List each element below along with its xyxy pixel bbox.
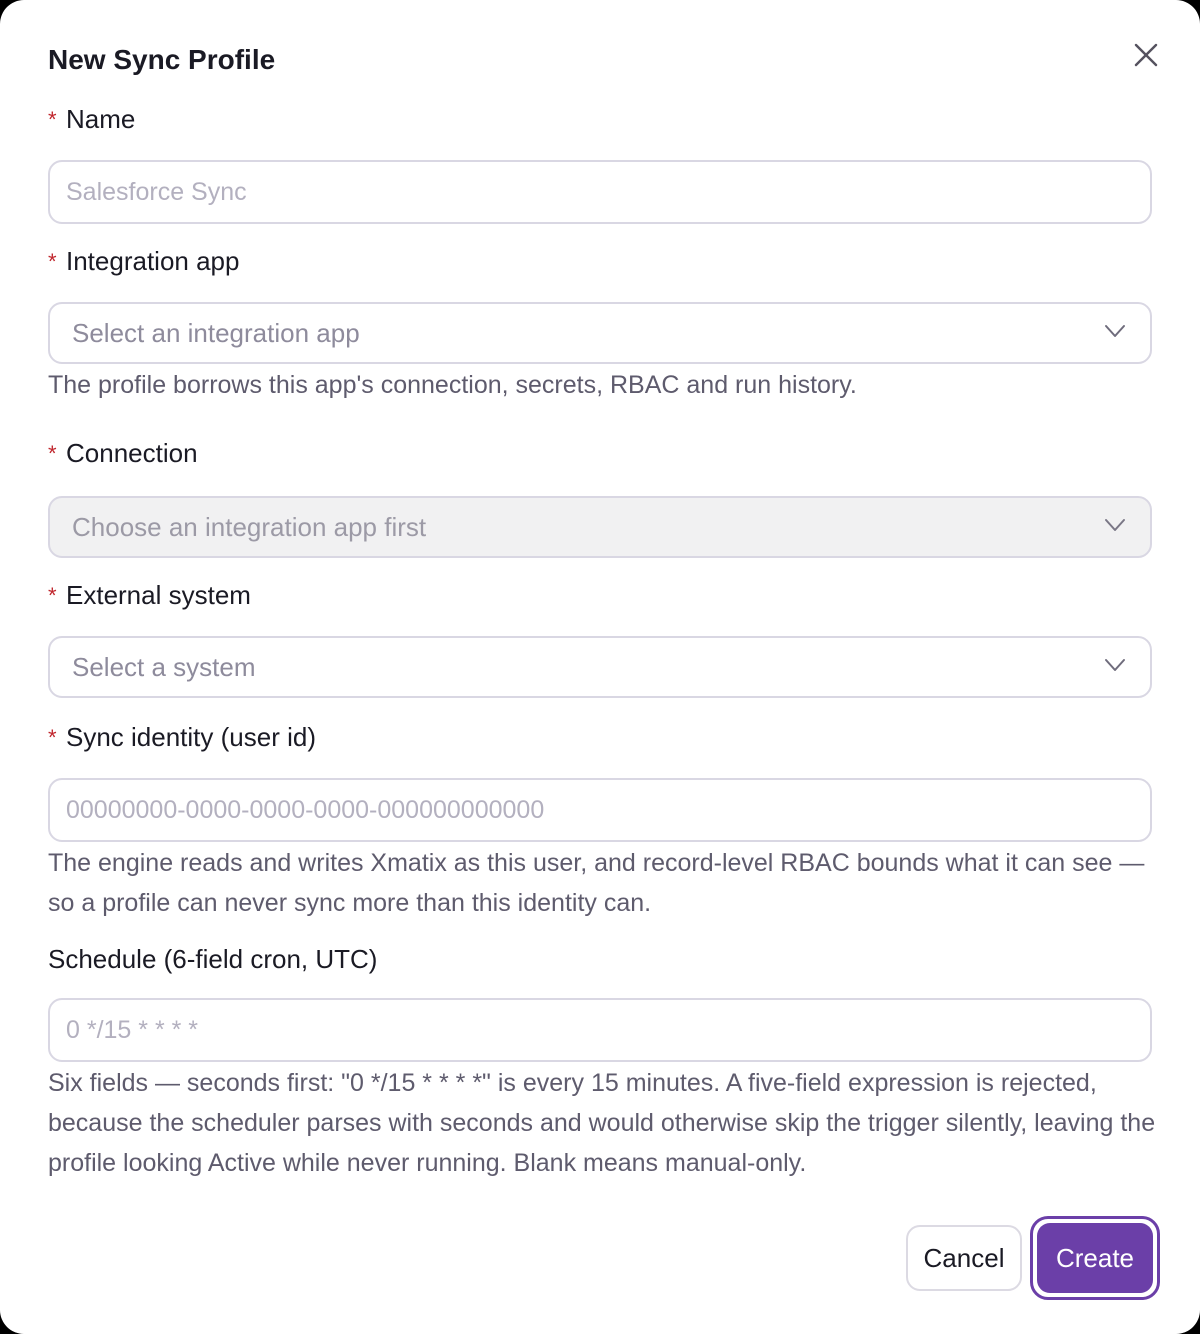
schedule-help: Six fields — seconds first: "0 */15 * * * *" is every 15 minutes. A five-field expression is rejected, because the scheduler parses with seconds and would otherwise skip the trigger silently, leaving the profile looking Active while never running. Blank means manual-only. xyxy=(48,1069,1156,1177)
close-icon xyxy=(1128,38,1164,74)
schedule-label xyxy=(48,943,377,975)
schedule-label-text: Schedule (6-field cron, UTC) xyxy=(48,944,378,974)
name-label-text: Name xyxy=(66,104,136,134)
create-button[interactable]: Create xyxy=(1037,1223,1153,1293)
schedule-input[interactable] xyxy=(48,998,1152,1062)
sync-identity-label-text: Sync identity (user id) xyxy=(66,722,316,752)
external-system-label-text: External system xyxy=(66,580,251,610)
required-mark: * xyxy=(48,725,57,750)
name-input[interactable] xyxy=(48,160,1152,224)
integration-app-select[interactable] xyxy=(48,302,1152,364)
external-system-selected-value: Select a system xyxy=(72,652,256,682)
dialog-title: New Sync Profile xyxy=(48,44,276,75)
sync-identity-label xyxy=(48,721,316,754)
integration-app-help: The profile borrows this app's connection, secrets, RBAC and run history. xyxy=(48,371,857,399)
close-button[interactable] xyxy=(1128,38,1164,74)
sync-identity-input[interactable] xyxy=(48,778,1152,842)
required-mark: * xyxy=(48,107,57,132)
connection-label xyxy=(48,437,198,470)
integration-app-label-text: Integration app xyxy=(66,246,240,276)
connection-label-text: Connection xyxy=(66,438,198,468)
cancel-button[interactable]: Cancel xyxy=(906,1225,1022,1291)
integration-app-selected-value: Select an integration app xyxy=(72,318,360,348)
chevron-down-icon xyxy=(1104,518,1126,532)
external-system-label xyxy=(48,579,251,612)
required-mark: * xyxy=(48,583,57,608)
required-mark: * xyxy=(48,441,57,466)
connection-selected-value: Choose an integration app first xyxy=(72,512,427,542)
external-system-select[interactable] xyxy=(48,636,1152,698)
connection-select[interactable] xyxy=(48,496,1152,558)
chevron-down-icon xyxy=(1104,324,1126,338)
required-mark: * xyxy=(48,249,57,274)
sync-identity-help: The engine reads and writes Xmatix as this user, and record-level RBAC bounds what it can see — so a profile can never sync more than this identity can. xyxy=(48,849,1145,917)
name-label xyxy=(48,103,135,136)
chevron-down-icon xyxy=(1104,658,1126,672)
integration-app-label xyxy=(48,245,239,278)
